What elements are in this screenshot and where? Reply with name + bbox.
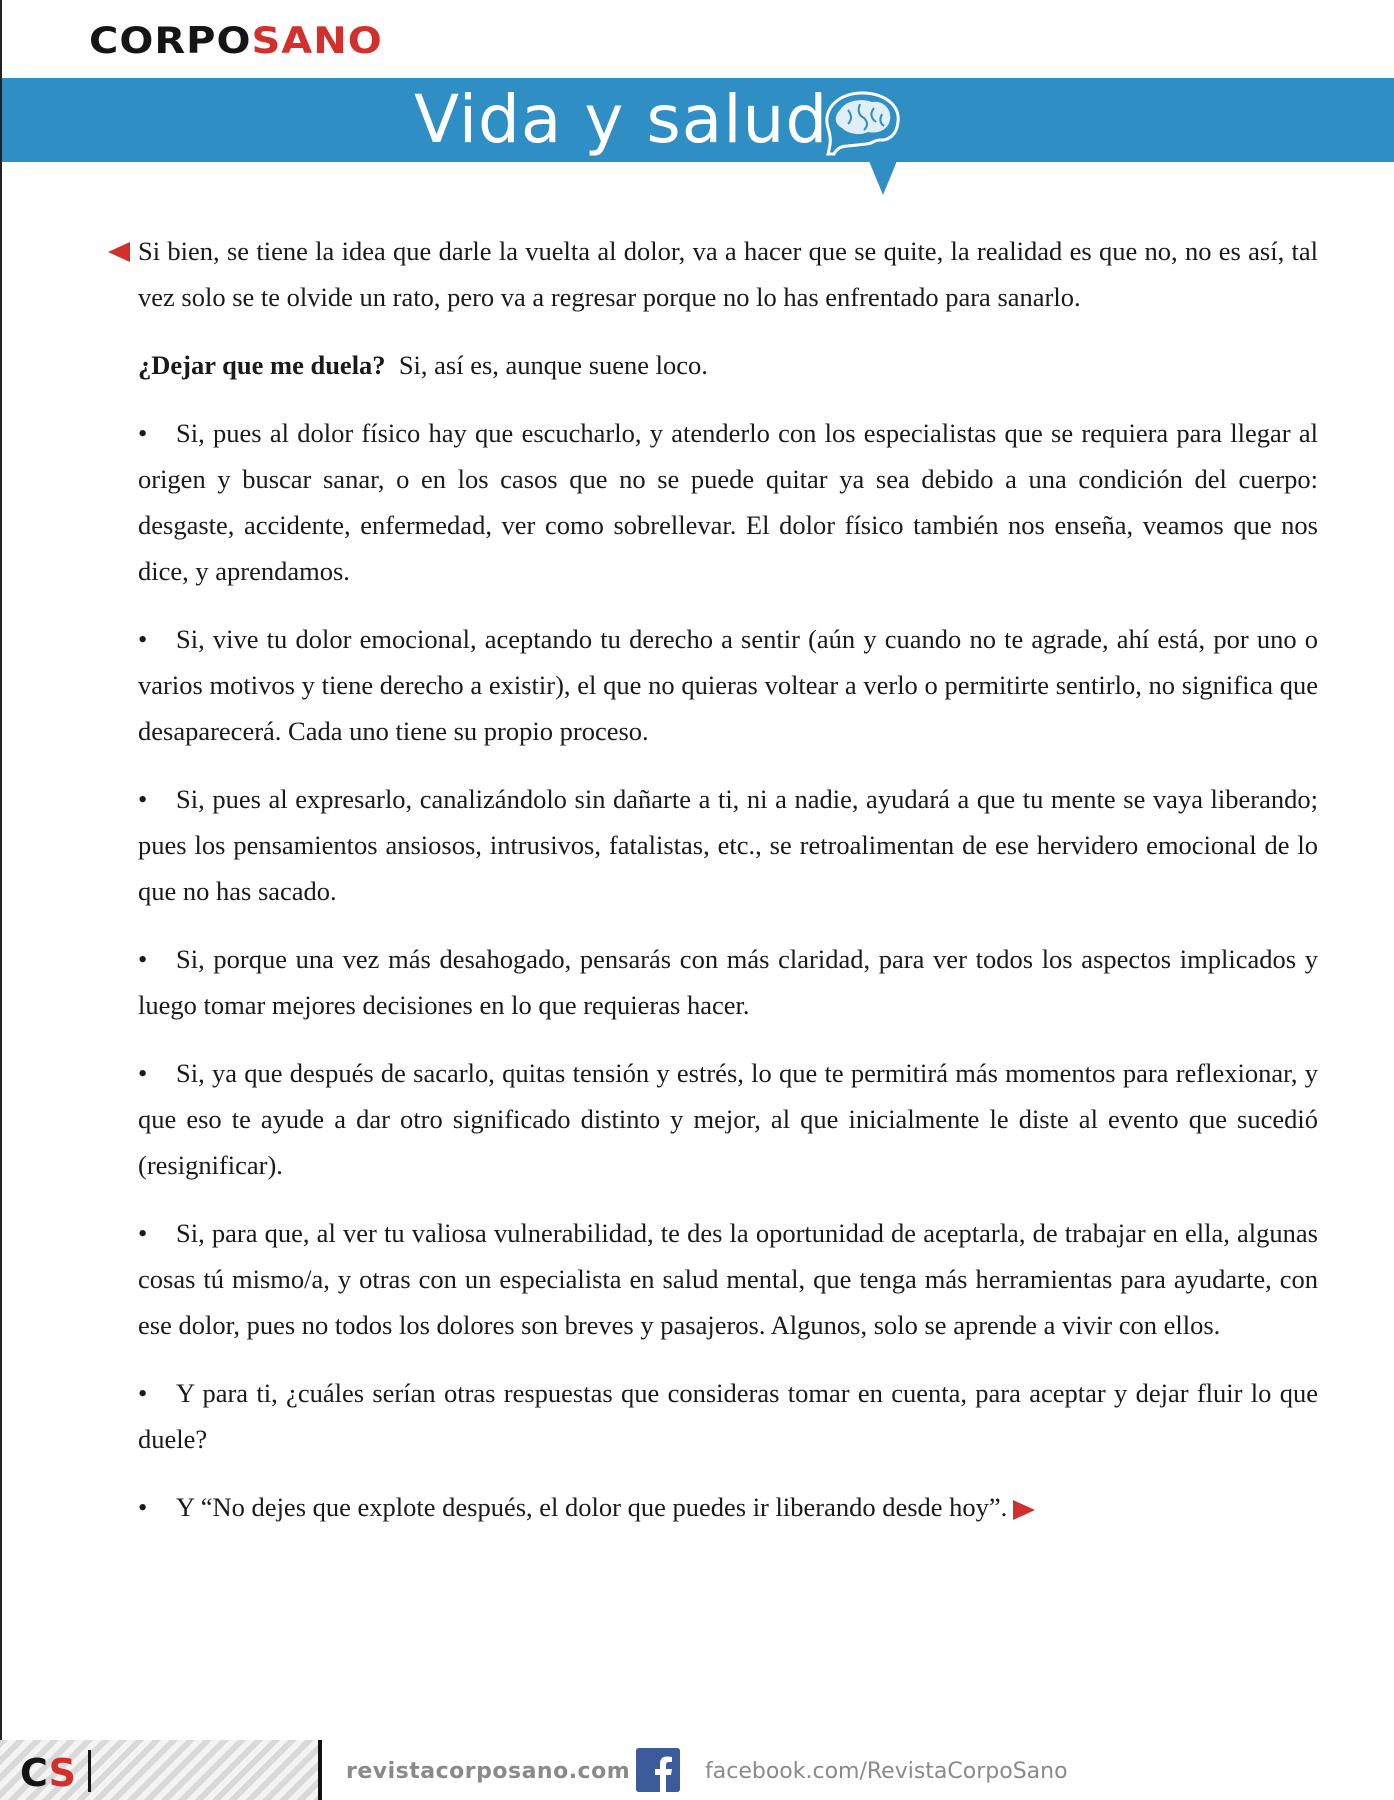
- bullet-item: [138, 616, 1318, 754]
- bullet-item: [138, 1050, 1318, 1188]
- page-border: [0, 0, 2, 1800]
- question-answer: Si, así es, aunque suene loco.: [398, 350, 708, 380]
- bullet-dot: •: [138, 1378, 148, 1408]
- bullet-text: Si, porque una vez más desahogado, pensarás con más claridad, para ver todos los aspectos implicados y luego tomar mejores decisiones en lo que requieras hacer.: [138, 944, 1318, 1020]
- bullet-dot: •: [138, 1218, 148, 1248]
- question-heading: ¿Dejar que me duela?: [138, 350, 386, 380]
- cs-logo-bar: [88, 1750, 91, 1792]
- head-brain-icon: [818, 88, 902, 156]
- logo-text-sano: SANO: [251, 19, 383, 63]
- bullet-dot: •: [138, 1058, 148, 1088]
- end-marker-icon: [1013, 1500, 1035, 1520]
- bullet-text: Y “No dejes que explote después, el dolor que puedes ir liberando desde hoy”.: [176, 1492, 1008, 1522]
- bullet-text: Si, vive tu dolor emocional, aceptando tu derecho a sentir (aún y cuando no te agrade, ahí está, por uno o varios motivos y tiene derecho a existir), el que no quieras voltear a verlo o permitirte sentirlo, no significa que desaparecerá. Cada uno tiene su propio proceso.: [138, 624, 1318, 746]
- section-title: Vida y salud: [414, 81, 829, 158]
- bullet-text: Y para ti, ¿cuáles serían otras respuestas que consideras tomar en cuenta, para aceptar y dejar fluir lo que duele?: [138, 1378, 1318, 1454]
- bullet-item: [138, 1210, 1318, 1348]
- bullet-dot: •: [138, 624, 148, 654]
- question-paragraph: [138, 342, 1318, 388]
- bullet-text: Si, para que, al ver tu valiosa vulnerabilidad, te des la oportunidad de aceptarla, de trabajar en ella, algunas cosas tú mismo/a, y otras con un especialista en salud mental, que tenga más herramientas para ayudarte, con ese dolor, pues no todos los dolores son breves y pasajeros. Algunos, solo se aprende a vivir con ellos.: [138, 1218, 1318, 1340]
- bullet-dot: •: [138, 418, 148, 448]
- bullet-item: [138, 936, 1318, 1028]
- facebook-link[interactable]: facebook.com/RevistaCorpoSano: [705, 1759, 1068, 1784]
- facebook-icon[interactable]: [636, 1748, 680, 1792]
- bullet-item: [138, 776, 1318, 914]
- banner-pointer: [869, 161, 897, 195]
- bullet-item: [138, 1484, 1318, 1530]
- bullet-text: Si, ya que después de sacarlo, quitas tensión y estrés, lo que te permitirá más momentos para reflexionar, y que eso te ayude a dar otro significado distinto y mejor, al que inicialmente le diste al evento que sucedió (resignificar).: [138, 1058, 1318, 1180]
- website-link[interactable]: revistacorposano.com: [346, 1759, 631, 1784]
- bullet-dot: •: [138, 1492, 148, 1522]
- bullet-dot: •: [138, 944, 148, 974]
- bullet-item: [138, 410, 1318, 594]
- bullet-dot: •: [138, 784, 148, 814]
- article-body: [138, 228, 1318, 1552]
- cs-logo-c: C: [20, 1751, 49, 1795]
- logo-text-corpo: CORPO: [89, 19, 252, 63]
- bullet-text: Si, pues al dolor físico hay que escucharlo, y atenderlo con los especialistas que se requiera para llegar al origen y buscar sanar, o en los casos que no se puede quitar ya sea debido a una condición del cuerpo: desgaste, accidente, enfermedad, ver como sobrellevar. El dolor físico también nos enseña, veamos que nos dice, y aprendamos.: [138, 418, 1318, 586]
- footer-divider: [318, 1740, 322, 1800]
- cs-logo-s: S: [48, 1751, 76, 1795]
- bullet-item: [138, 1370, 1318, 1462]
- intro-text: Si bien, se tiene la idea que darle la vuelta al dolor, va a hacer que se quite, la realidad es que no, no es así, tal vez solo se te olvide un rato, pero va a regresar porque no lo has enfrentado para sanarlo.: [138, 236, 1318, 312]
- bullet-text: Si, pues al expresarlo, canalizándolo sin dañarte a ti, ni a nadie, ayudará a que tu mente se vaya liberando; pues los pensamientos ansiosos, intrusivos, fatalistas, etc., se retroalimentan de ese hervidero emocional de lo que no has sacado.: [138, 784, 1318, 906]
- corposano-logo: [89, 18, 383, 64]
- intro-paragraph: [138, 228, 1318, 320]
- start-marker-icon: [108, 242, 130, 262]
- cs-logo: [20, 1750, 76, 1796]
